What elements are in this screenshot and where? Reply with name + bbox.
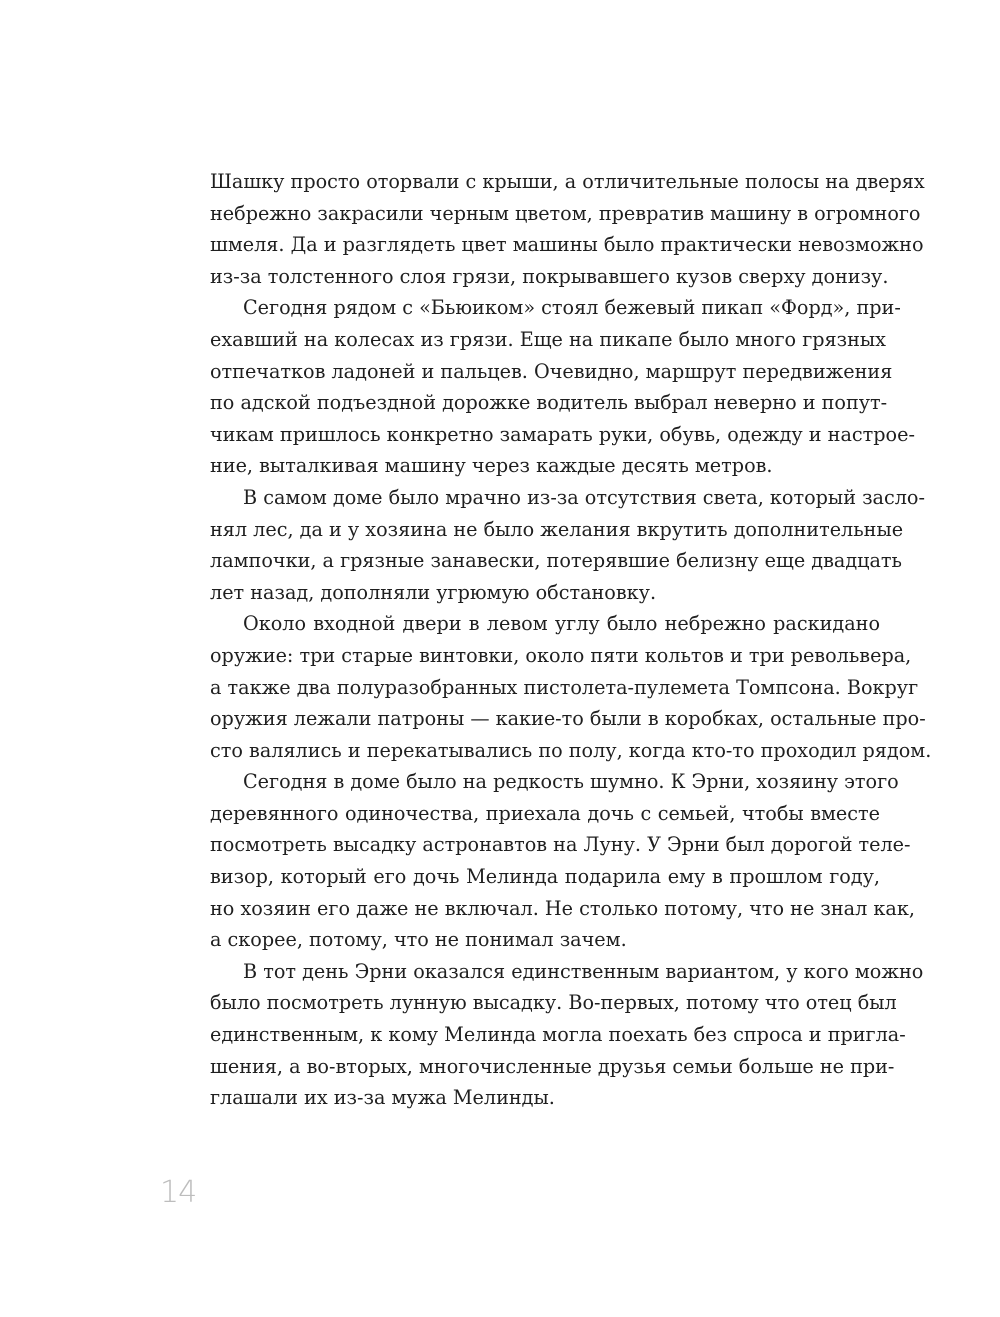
- text-line: лампочки, а грязные занавески, потерявшие белизну еще двадцать: [210, 549, 902, 573]
- text-line: было посмотреть лунную высадку. Во-первых, потому что отец был: [210, 991, 897, 1015]
- text-line: глашали их из-за мужа Мелинды.: [210, 1086, 555, 1110]
- text-line: деревянного одиночества, приехала дочь с семьей, чтобы вместе: [210, 801, 880, 825]
- text-line: В тот день Эрни оказался единственным вариантом, у кого можно: [243, 959, 924, 983]
- text-line: оружия лежали патроны — какие-то были в коробках, остальные про-: [210, 707, 926, 731]
- text-line: чикам пришлось конкретно замарать руки, обувь, одежду и настрое-: [210, 422, 915, 446]
- body-text: [210, 166, 932, 1114]
- text-line: ехавший на колесах из грязи. Еще на пикапе было много грязных: [210, 327, 886, 351]
- text-line: Сегодня в доме было на редкость шумно. К Эрни, хозяину этого: [243, 770, 899, 794]
- text-line: шмеля. Да и разглядеть цвет машины было практически невозможно: [210, 233, 924, 257]
- text-line: оружие: три старые винтовки, около пяти кольтов и три револьвера,: [210, 643, 912, 667]
- text-line: ние, выталкивая машину через каждые десять метров.: [210, 454, 773, 478]
- paragraph: [210, 166, 925, 292]
- text-line: а также два полуразобранных пистолета-пулемета Томпсона. Вокруг: [210, 675, 919, 699]
- text-line: небрежно закрасили черным цветом, превратив машину в огромного: [210, 201, 921, 225]
- text-line: Сегодня рядом с «Бьюиком» стоял бежевый пикап «Форд», при-: [243, 296, 901, 320]
- page-number: 14: [160, 1175, 197, 1210]
- text-line: а скорее, потому, что не понимал зачем.: [210, 928, 627, 952]
- text-line: визор, который его дочь Мелинда подарила ему в прошлом году,: [210, 865, 880, 889]
- paragraph: [210, 482, 925, 608]
- text-line: посмотреть высадку астронавтов на Луну. У Эрни был дорогой теле-: [210, 833, 911, 857]
- paragraph: [210, 956, 924, 1114]
- paragraph: [210, 766, 915, 956]
- text-line: но хозяин его даже не включал. Не столько потому, что не знал как,: [210, 896, 915, 920]
- paragraph: [210, 292, 915, 482]
- text-line: отпечатков ладоней и пальцев. Очевидно, маршрут передвижения: [210, 359, 893, 383]
- text-line: В самом доме было мрачно из-за отсутствия света, который засло-: [243, 485, 925, 509]
- paragraph: [210, 608, 932, 766]
- text-line: единственным, к кому Мелинда могла поехать без спроса и пригла-: [210, 1023, 906, 1047]
- text-line: по адской подъездной дорожке водитель выбрал неверно и попут-: [210, 391, 888, 415]
- text-line: Около входной двери в левом углу было небрежно раскидано: [243, 612, 880, 636]
- text-line: лет назад, дополняли угрюмую обстановку.: [210, 580, 657, 604]
- text-line: из-за толстенного слоя грязи, покрывавшего кузов сверху донизу.: [210, 264, 889, 288]
- text-line: нял лес, да и у хозяина не было желания вкрутить дополнительные: [210, 517, 904, 541]
- text-line: шения, а во-вторых, многочисленные друзья семьи больше не при-: [210, 1054, 895, 1078]
- text-line: Шашку просто оторвали с крыши, а отличительные полосы на дверях: [210, 170, 925, 193]
- text-line: сто валялись и перекатывались по полу, когда кто-то проходил рядом.: [210, 738, 932, 762]
